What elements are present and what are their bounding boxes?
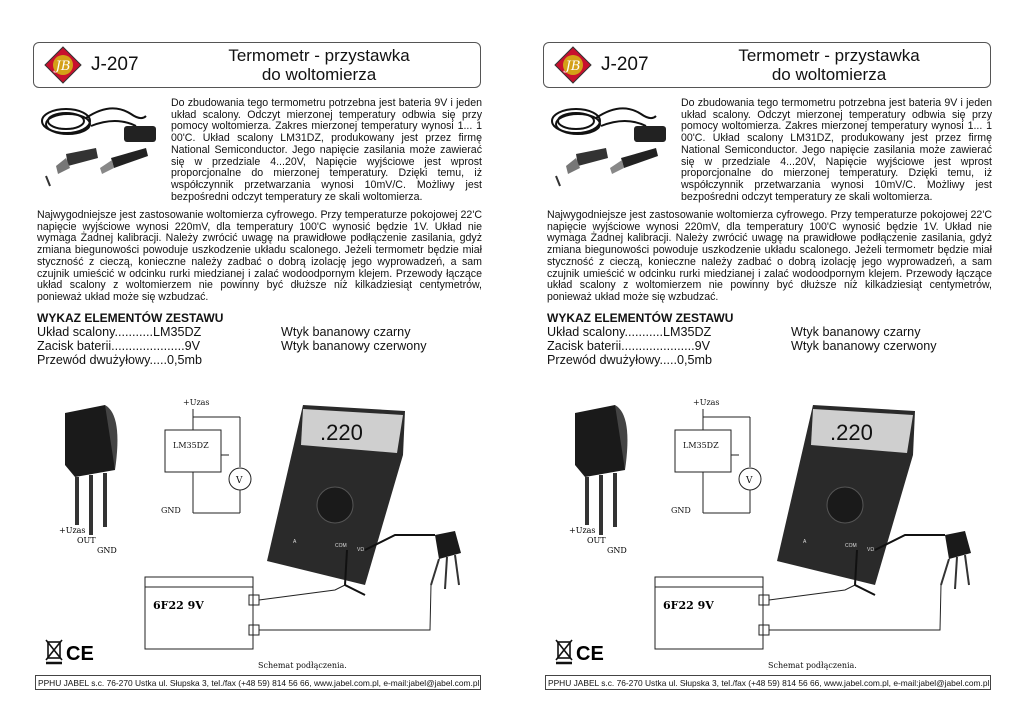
footer-contact: PPHU JABEL s.c. 76-270 Ustka ul. Słupska 3, tel./fax (+48 59) 814 56 66, www.jabel.com.pl, e-mail:jabel@jabel.com.pl bbox=[35, 675, 481, 690]
svg-text:JB: JB bbox=[55, 59, 71, 74]
sensor-drawing bbox=[569, 405, 627, 555]
body-text: Najwygodniejsze jest zastosowanie woltomierza cyfrowego. Przy temperaturze pokojowej 22'C napięcie wyjściowe wynosi 220mV, dla temperatury 100'C wynosić będzie 1V. Układ nie wymaga Żadnej kalibracji. Należy zwrócić uwagę na prawidłowe podłączenie zasilania, gdyż zmiana biegunowości powoduje uszkodzenie układu scalonego. Jeżeli termometr będzie miał styczność z cieczą, konieczne należy zadbać o dobrą izolację jego wyprowadzeń, a sam czujnik umieścić w odcinku rurki miedzianej i zalać wodoodpornym klejem. Przewody łączące układ scalony z woltomierzem nie powinny być dłuższe niż kilkadziesiąt centymetrów, ponieważ układ może się wzbudzać. bbox=[37, 209, 482, 303]
meter-reading: .220 bbox=[320, 420, 363, 445]
multimeter bbox=[267, 405, 435, 595]
part-item: Wtyk bananowy czarny bbox=[281, 325, 411, 339]
small-sensor bbox=[431, 531, 461, 589]
svg-text:6F22 9V: 6F22 9V bbox=[153, 599, 204, 612]
diagram-caption: Schemat podłączenia. bbox=[768, 661, 857, 670]
body-text: Najwygodniejsze jest zastosowanie woltomierza cyfrowego. Przy temperaturze pokojowej 22'C napięcie wyjściowe wynosi 220mV, dla temperatury 100'C wynosić będzie 1V. Układ nie wymaga Żadnej kalibracji. Należy zwrócić uwagę na prawidłowe podłączenie zasilania, gdyż zmiana biegunowości powoduje uszkodzenie układu scalonego. Jeżeli termometr będzie miał styczność z cieczą, konieczne należy zadbać o dobrą izolację jego wyprowadzeń, a sam czujnik umieścić w odcinku rurki miedzianej i zalać wodoodpornym klejem. Przewody łączące układ scalony z woltomierzem nie powinny być dłuższe niż kilkadziesiąt centymetrów, ponieważ układ może się wzbudzać. bbox=[547, 209, 992, 303]
parts-list-1 bbox=[37, 325, 202, 367]
svg-text:GND: GND bbox=[607, 546, 627, 555]
product-code: J-207 bbox=[601, 54, 649, 75]
kit-photo bbox=[36, 96, 166, 196]
svg-text:+Uzas: +Uzas bbox=[183, 398, 210, 407]
svg-text:CE: CE bbox=[576, 643, 604, 665]
svg-text:A: A bbox=[293, 539, 297, 545]
intro-text: Do zbudowania tego termometru potrzebna jest bateria 9V i jeden układ scalony. Odczyt mierzonej temperatury odbwia się przy pomocy woltomierza. Zakres mierzonej temperatury wynosi 1... 1 00'C. Układ scalony LM31DZ, produkowany jest przez firmę National Semiconductor. Jego napięcie zasilania może zawierać się w przedziale 4...20V, Napięcie wyjściowe jest wprost proporcjonalne do mierzonej temperatury. Dzięki temu, iż współczynnik przetwarzania wynosi 10mV/C. Możliwy jest bezpośredni odczyt temperatury ze skali woltomierza. bbox=[681, 97, 992, 203]
footer-contact: PPHU JABEL s.c. 76-270 Ustka ul. Słupska 3, tel./fax (+48 59) 814 56 66, www.jabel.com.pl, e-mail:jabel@jabel.com.pl bbox=[545, 675, 991, 690]
small-sensor bbox=[941, 531, 971, 589]
parts-list-1 bbox=[547, 325, 712, 367]
connection-diagram bbox=[35, 385, 485, 670]
multimeter bbox=[777, 405, 945, 595]
diagram-caption: Schemat podłączenia. bbox=[258, 661, 347, 670]
svg-text:GND: GND bbox=[161, 506, 181, 515]
svg-text:COM: COM bbox=[845, 543, 857, 549]
svg-text:LM35DZ: LM35DZ bbox=[173, 441, 209, 450]
meter-reading: .220 bbox=[830, 420, 873, 445]
title-line-1: Termometr - przystawka bbox=[738, 46, 920, 65]
svg-text:6F22 9V: 6F22 9V bbox=[663, 599, 714, 612]
part-item: Układ scalony...........LM35DZ bbox=[37, 325, 202, 339]
schematic bbox=[671, 398, 761, 515]
svg-text:LM35DZ: LM35DZ bbox=[683, 441, 719, 450]
title-line-1: Termometr - przystawka bbox=[228, 46, 410, 65]
svg-text:COM: COM bbox=[335, 543, 347, 549]
parts-list-2 bbox=[281, 325, 427, 353]
title-line-2: do woltomierza bbox=[771, 65, 887, 84]
svg-text:+Uzas: +Uzas bbox=[693, 398, 720, 407]
leaflet-right bbox=[510, 0, 1022, 725]
product-code: J-207 bbox=[91, 54, 139, 75]
ce-mark-icon bbox=[554, 636, 614, 666]
svg-text:+Uzas: +Uzas bbox=[59, 526, 86, 535]
header-box bbox=[33, 42, 481, 88]
kit-photo bbox=[546, 96, 676, 196]
part-item: Zacisk baterii.....................9V bbox=[547, 339, 711, 353]
schematic bbox=[161, 398, 251, 515]
part-item: Zacisk baterii.....................9V bbox=[37, 339, 201, 353]
header-box bbox=[543, 42, 991, 88]
svg-text:JB: JB bbox=[565, 59, 581, 74]
svg-text:A: A bbox=[803, 539, 807, 545]
svg-text:GND: GND bbox=[97, 546, 117, 555]
connection-diagram bbox=[545, 385, 995, 670]
part-item: Przewód dwużyłowy.....0,5mb bbox=[547, 353, 712, 367]
svg-text:+Uzas: +Uzas bbox=[569, 526, 596, 535]
sensor-drawing bbox=[59, 405, 117, 555]
jabel-logo bbox=[554, 46, 592, 84]
svg-text:VΩ: VΩ bbox=[357, 547, 365, 553]
part-item: Wtyk bananowy czerwony bbox=[791, 339, 937, 353]
parts-heading: WYKAZ ELEMENTÓW ZESTAWU bbox=[37, 311, 224, 325]
product-title bbox=[174, 46, 464, 84]
svg-text:V: V bbox=[746, 476, 753, 486]
product-title bbox=[684, 46, 974, 84]
svg-text:GND: GND bbox=[671, 506, 691, 515]
part-item: Przewód dwużyłowy.....0,5mb bbox=[37, 353, 202, 367]
part-item: Wtyk bananowy czerwony bbox=[281, 339, 427, 353]
svg-text:VΩ: VΩ bbox=[867, 547, 875, 553]
title-line-2: do woltomierza bbox=[261, 65, 377, 84]
part-item: Układ scalony...........LM35DZ bbox=[547, 325, 712, 339]
battery-drawing bbox=[655, 577, 941, 649]
svg-text:OUT: OUT bbox=[587, 536, 606, 545]
svg-text:V: V bbox=[236, 476, 243, 486]
part-item: Wtyk bananowy czarny bbox=[791, 325, 921, 339]
ce-mark-icon bbox=[44, 636, 104, 666]
battery-drawing bbox=[145, 577, 431, 649]
parts-list-2 bbox=[791, 325, 937, 353]
parts-heading: WYKAZ ELEMENTÓW ZESTAWU bbox=[547, 311, 734, 325]
intro-text: Do zbudowania tego termometru potrzebna jest bateria 9V i jeden układ scalony. Odczyt mierzonej temperatury odbwia się przy pomocy woltomierza. Zakres mierzonej temperatury wynosi 1... 1 00'C. Układ scalony LM31DZ, produkowany jest przez firmę National Semiconductor. Jego napięcie zasilania może zawierać się w przedziale 4...20V, Napięcie wyjściowe jest wprost proporcjonalne do mierzonej temperatury. Dzięki temu, iż współczynnik przetwarzania wynosi 10mV/C. Możliwy jest bezpośredni odczyt temperatury ze skali woltomierza. bbox=[171, 97, 482, 203]
svg-text:CE: CE bbox=[66, 643, 94, 665]
svg-text:OUT: OUT bbox=[77, 536, 96, 545]
jabel-logo bbox=[44, 46, 82, 84]
